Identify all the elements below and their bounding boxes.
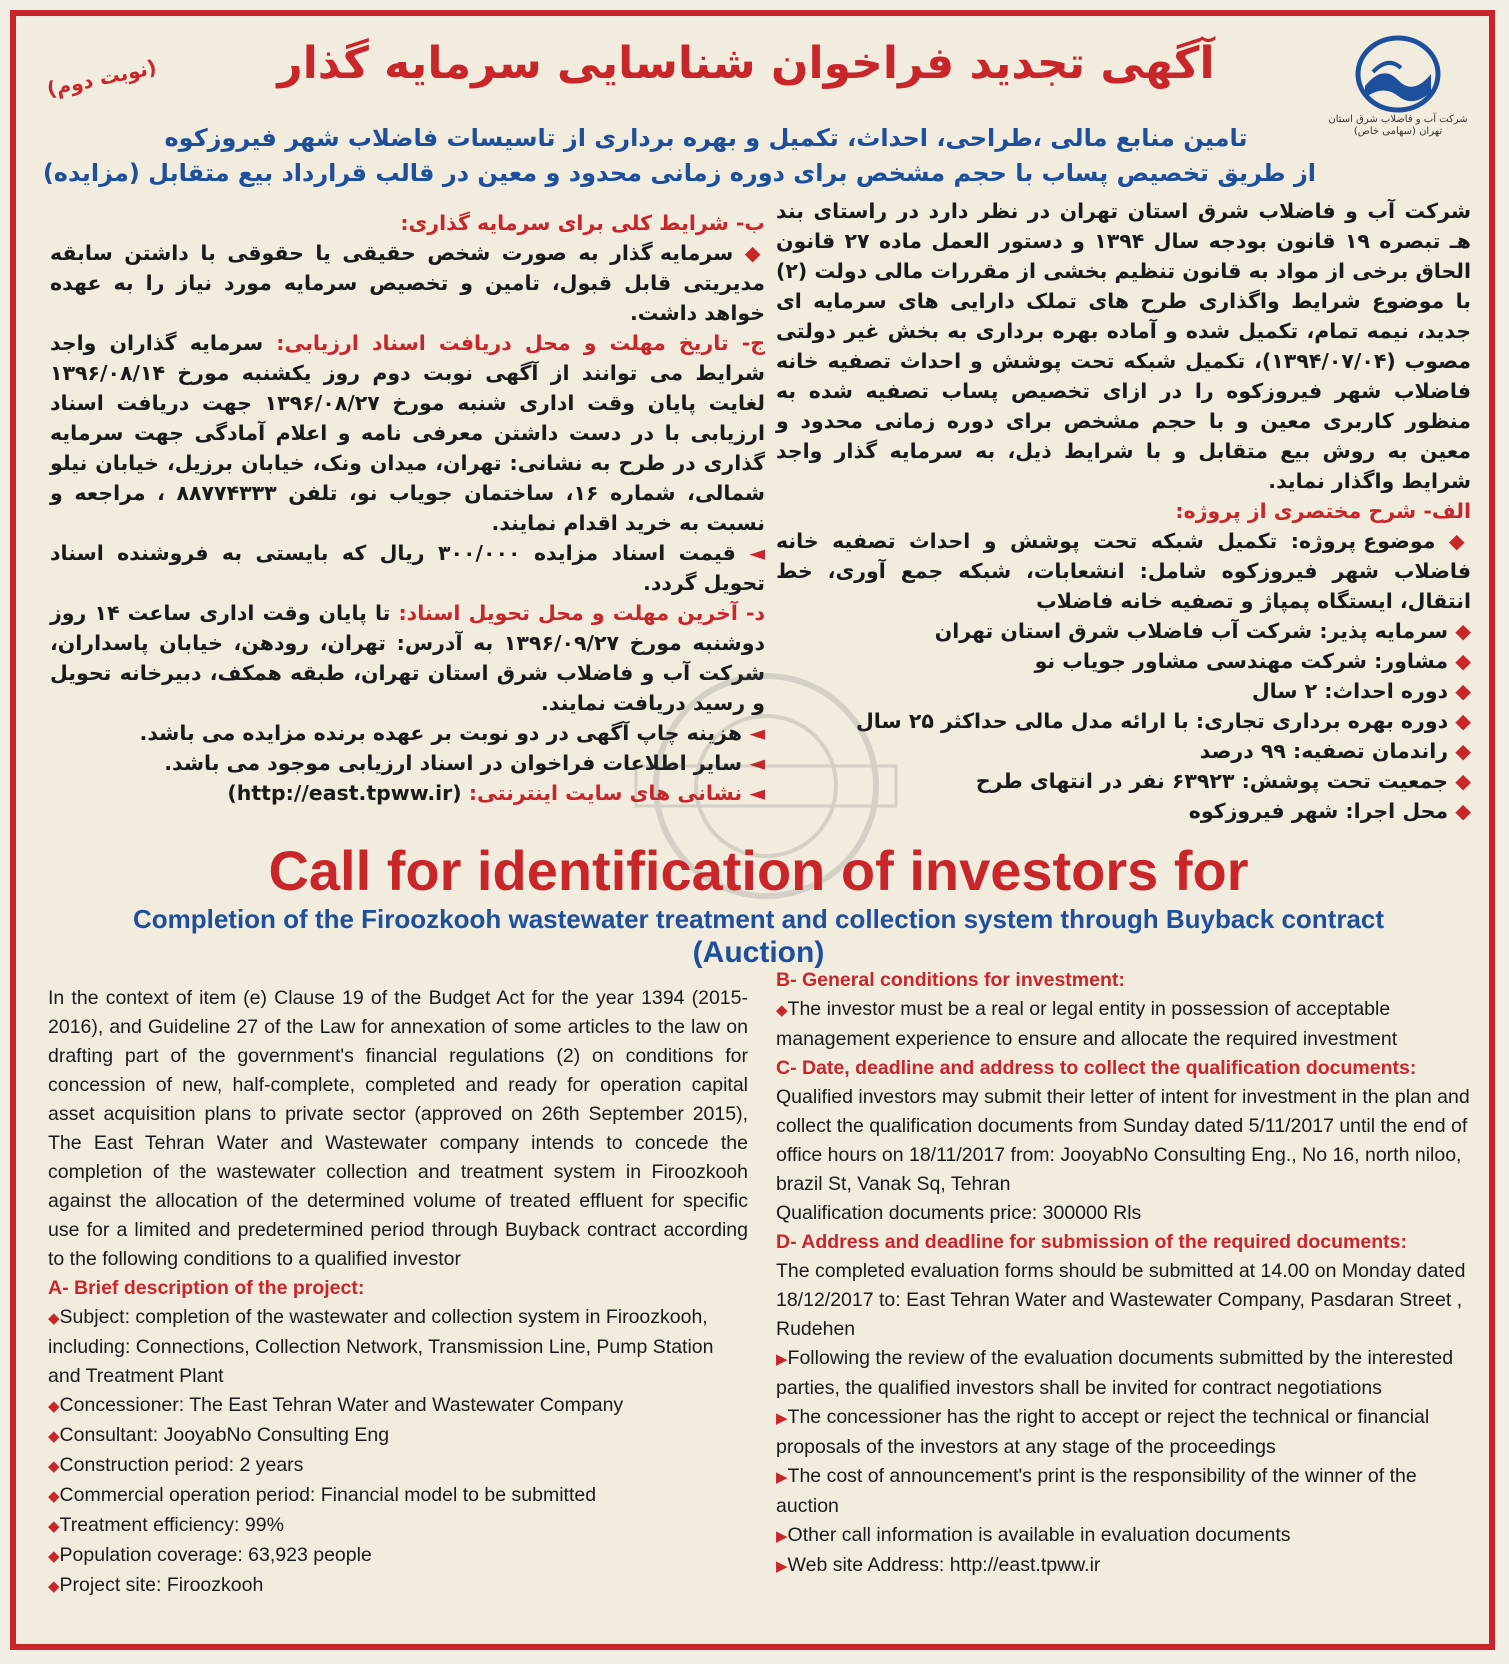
fa-title: آگهی تجدید فراخوان شناسایی سرمایه گذار	[277, 38, 1215, 89]
fa-a-item: ◆ مشاور: شرکت مهندسی مشاور جویاب نو	[1034, 649, 1471, 673]
en-section-c: C- Date, deadline and address to collect the qualification documents: Qualified investors may submit their letter of intent for investment in the plan and collect the qualification documents from Sunday dated 5/11/2017 until the end of office hours on 18/11/2017 from: JooyabNo Consulting Eng., No 16, north niloo, brazil St, Vanak Sq, Tehran	[776, 1057, 1470, 1195]
fa-section-a-heading: الف- شرح مختصری از پروژه:	[1175, 499, 1471, 523]
en-site[interactable]: ▶Web site Address: http://east.tpww.ir	[776, 1554, 1101, 1576]
en-right-column	[776, 966, 1476, 1581]
fa-a-item: ◆ محل اجرا: شهر فیروزکوه	[1188, 799, 1471, 823]
fa-a-item: ◆ راندمان تصفیه: ۹۹ درصد	[1199, 739, 1471, 763]
fa-b-text: ◆ سرمایه گذار به صورت شخص حقیقی یا حقوقی با داشتن سابقه مدیریتی قابل قبول، تامین و تخصیص سرمایه مورد نیاز را به عهده خواهد داشت.	[50, 241, 765, 325]
en-subtitle: Completion of the Firoozkooh wastewater treatment and collection system through Buyback contract	[132, 904, 1385, 934]
en-left-column	[48, 984, 748, 1601]
fa-section-c-heading: ج- تاریخ مهلت و محل دریافت اسناد ارزیابی:	[276, 331, 765, 355]
fa-a-item: ◆ دوره بهره برداری تجاری: با ارائه مدل مالی حداکثر ۲۵ سال	[856, 709, 1471, 733]
en-a-item: ◆Subject: completion of the wastewater and collection system in Firoozkooh, including: Connections, Collection Network, Transmission Line, Pump Station and Treatment Plant	[48, 1306, 714, 1387]
fa-subtitle-2: از طریق تخصیص پساب با حجم مشخص برای دوره زمانی محدود و معین در قالب قرارداد بیع متقابل (مزایده)	[42, 159, 1316, 187]
en-section-d-heading: D- Address and deadline for submission of the required documents:	[776, 1231, 1407, 1253]
fa-section-d: د- آخرین مهلت و محل تحویل اسناد: تا پایان وقت اداری ساعت ۱۴ روز دوشنبه مورخ ۱۳۹۶/۰۹/۲۷ به آدرس: تهران، رودهن، خیابان پاسداران، شرکت آب و فاضلاب شرق استان تهران، طبقه همکف، دبیرخانه تحویل و رسید دریافت نمایند.	[50, 601, 765, 715]
fa-a-item: ◆ موضوع پروژه: تکمیل شبکه تحت پوشش و احداث تصفیه خانه فاضلاب شهر فیروزکوه شامل: انشعابات، شبکه جمع آوری، خط انتقال، ایستگاه پمپاژ و تصفیه خانه فاضلاب	[776, 529, 1471, 613]
en-note: ▶The cost of announcement's print is the responsibility of the winner of the auction	[776, 1465, 1417, 1517]
en-a-item: ◆Commercial operation period: Financial model to be submitted	[48, 1484, 597, 1506]
en-b-text: ◆The investor must be a real or legal entity in possession of acceptable management experience to ensure and allocate the required investment	[776, 998, 1398, 1050]
en-a-item: ◆Consultant: JooyabNo Consulting Eng	[48, 1424, 390, 1446]
fa-a-item: ◆ دوره احداث: ۲ سال	[1251, 679, 1471, 703]
fa-right-column	[776, 196, 1471, 826]
en-a-item: ◆Concessioner: The East Tehran Water and Wastewater Company	[48, 1394, 624, 1416]
en-section-a-heading: A- Brief description of the project:	[48, 1277, 365, 1299]
en-a-item: ◆Population coverage: 63,923 people	[48, 1544, 372, 1566]
fa-subtitle-1: تامین منابع مالی ،طراحی، احداث، تکمیل و بهره برداری از تاسیسات فاضلاب شهر فیروزکوه	[164, 124, 1248, 152]
en-subtitle-auction: (Auction)	[692, 936, 825, 969]
fa-cost: ◄ هزینه چاپ آگهی در دو نوبت بر عهده برنده مزایده می باشد.	[139, 721, 765, 745]
en-note: ▶Following the review of the evaluation documents submitted by the interested parties, the qualified investors shall be invited for contract negotiations	[776, 1347, 1454, 1399]
fa-section-d-heading: د- آخرین مهلت و محل تحویل اسناد:	[398, 601, 765, 625]
fa-site: ◄ نشانی های سایت اینترنتی: (http://east.tpww.ir)	[227, 781, 765, 805]
en-price: Qualification documents price: 300000 Rls	[776, 1202, 1142, 1224]
fa-left-column	[50, 208, 765, 808]
fa-section-c: ج- تاریخ مهلت و محل دریافت اسناد ارزیابی: سرمایه گذاران واجد شرایط می توانند از آگهی نوبت دوم روز یکشنبه مورخ ۱۳۹۶/۰۸/۱۴ لغایت پایان وقت اداری شنبه مورخ ۱۳۹۶/۰۸/۲۷ جهت دریافت اسناد ارزیابی با در دست داشتن معرفی نامه و اعلام آمادگی جهت سرمایه گذاری در طرح به نشانی: تهران، میدان ونک، خیابان برزیل، خیابان نیلو شمالی، شماره ۱۶، ساختمان جویاب نو، تلفن ۸۸۷۷۴۳۳۳ ، مراجعه و نسبت به خرید اقدام نمایند.	[50, 331, 765, 535]
fa-intro: شرکت آب و فاضلاب شرق استان تهران در نظر دارد در راستای بند هـ تبصره ۱۹ قانون بودجه سال ۱۳۹۴ و دستور العمل ماده ۲۷ قانون الحاق برخی از مواد به قانون تنظیم بخشی از مقررات مالی دولت (۲) با موضوع شرایط واگذاری طرح های تملک دارایی های سرمایه ای جدید، نیمه تمام، تکمیل شده و آماده بهره برداری به بخش غیر دولتی مصوب (۱۳۹۴/۰۷/۰۴)، تکمیل شبکه تحت پوشش و احداث تصفیه خانه فاضلاب شهر فیروزکوه را در ازای تخصیص پساب تصفیه شده به منظور کاربری معین و با حجم مشخص برای دوره زمانی محدود و معین به روش بیع متقابل و با شرایط ذیل، به سرمایه گذار واجد شرایط واگذار نماید.	[776, 199, 1472, 493]
en-intro: In the context of item (e) Clause 19 of the Budget Act for the year 1394 (2015-2016), and Guideline 27 of the Law for annexation of some articles to the law on drafting part of the government's financial regulations (2) on conditions for concession of new, half-complete, completed and ready for operation capital asset acquisition plans to private sector (approved on 26th September 2015), The East Tehran Water and Wastewater company intends to concede the completion of the wastewater collection and treatment system in Firoozkooh against the allocation of the determined volume of treated effluent for specific use for a limited and predetermined period through Buyback contract according to the following conditions to a qualified investor	[48, 987, 748, 1270]
en-section-c-heading: C- Date, deadline and address to collect the qualification documents:	[776, 1057, 1417, 1079]
fa-a-item: ◆ سرمایه پذیر: شرکت آب فاضلاب شرق استان تهران	[934, 619, 1471, 643]
en-note: ▶The concessioner has the right to accept or reject the technical or financial proposals of the investors at any stage of the proceedings	[776, 1406, 1430, 1458]
en-a-item: ◆Project site: Firoozkooh	[48, 1574, 264, 1596]
water-drop-logo-icon	[1353, 34, 1443, 114]
fa-other: ◄ سایر اطلاعات فراخوان در اسناد ارزیابی موجود می باشد.	[164, 751, 765, 775]
en-a-item: ◆Construction period: 2 years	[48, 1454, 304, 1476]
fa-round-label: (نوبت دوم)	[44, 54, 159, 102]
logo-text: شرکت آب و فاضلاب شرق استان تهران (سهامی خاص)	[1328, 114, 1468, 137]
fa-section-b-heading: ب- شرایط کلی برای سرمایه گذاری:	[400, 211, 765, 235]
en-a-item: ◆Treatment efficiency: 99%	[48, 1514, 284, 1536]
en-title: Call for identification of investors for	[268, 839, 1249, 902]
en-d-text: The completed evaluation forms should be submitted at 14.00 on Monday dated 18/12/2017 to: East Tehran Water and Wastewater Company, Pasdaran Street , Rudehen	[776, 1260, 1466, 1340]
company-logo	[1318, 34, 1478, 154]
announcement-page	[10, 10, 1495, 1650]
en-note: ▶Other call information is available in evaluation documents	[776, 1524, 1291, 1546]
fa-a-item: ◆ جمعیت تحت پوشش: ۶۳۹۲۳ نفر در انتهای طرح	[975, 769, 1471, 793]
fa-price: ◄ قیمت اسناد مزایده ۳۰۰/۰۰۰ ریال که بایستی به فروشنده اسناد تحویل گردد.	[50, 541, 765, 595]
fa-site-link[interactable]: (http://east.tpww.ir)	[227, 781, 462, 805]
en-section-b-heading: B- General conditions for investment:	[776, 969, 1125, 991]
